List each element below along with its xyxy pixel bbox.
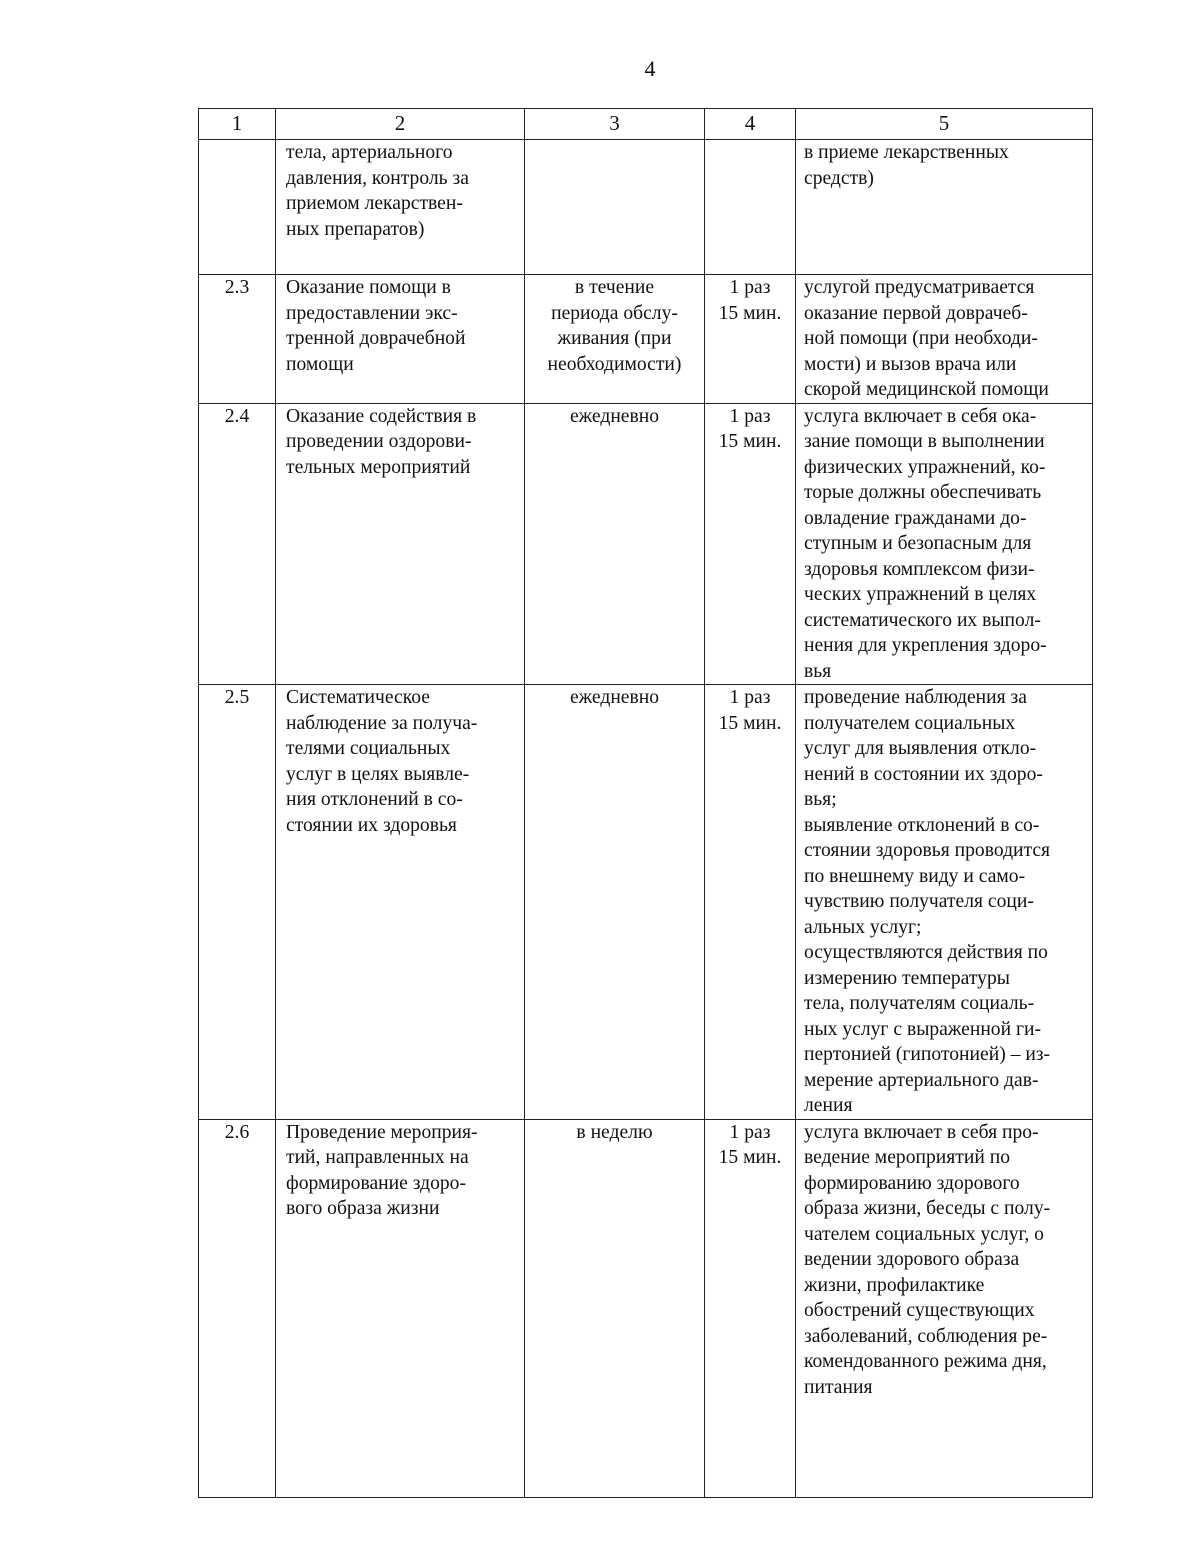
service-description-line: тела, получателям социаль- xyxy=(804,993,1035,1014)
service-description-line: здоровья комплексом физи- xyxy=(804,558,1035,580)
service-description-line: жизни, профилактике xyxy=(804,1274,985,1296)
service-frequency-line: 15 мин. xyxy=(718,712,782,734)
service-description-line: ческих упражнений в целях xyxy=(804,584,1037,605)
service-description-line: формированию здорового xyxy=(804,1172,1020,1194)
table-row xyxy=(199,275,1093,404)
service-frequency-cell xyxy=(705,685,796,1120)
service-period-line: ежедневно xyxy=(569,687,660,708)
service-description-line: питания xyxy=(804,1376,873,1398)
service-frequency-line: 1 раз xyxy=(729,405,771,427)
service-description-cell xyxy=(796,1119,1093,1497)
service-name-line: Оказание помощи в xyxy=(286,277,451,298)
service-description-line: ных услуг с выраженной ги- xyxy=(804,1018,1042,1040)
table-header-row xyxy=(199,109,1093,140)
service-description-line: мерение артериального дав- xyxy=(804,1069,1039,1091)
service-name-line: Проведение мероприя- xyxy=(286,1121,478,1143)
service-name-line: стоянии их здоровья xyxy=(286,814,457,836)
service-name-line: формирование здоро- xyxy=(286,1172,466,1194)
service-number-cell xyxy=(199,140,276,275)
service-period-line: периода обслу- xyxy=(551,302,678,324)
service-frequency-line: 1 раз xyxy=(729,277,771,298)
service-description-line: получателем социальных xyxy=(804,712,1016,734)
column-header: 5 xyxy=(796,109,1093,140)
service-description-line: осуществляются действия по xyxy=(804,942,1048,963)
service-name-cell xyxy=(276,403,525,685)
service-name-line: Систематическое xyxy=(286,687,431,708)
service-description-line: скорой медицинской помощи xyxy=(804,379,1049,400)
service-description-line: ступным и безопасным для xyxy=(804,533,1032,554)
service-period-cell xyxy=(525,275,705,404)
service-name-line: ных препаратов) xyxy=(286,218,425,240)
service-name-line: тренной доврачебной xyxy=(286,328,466,349)
services-table xyxy=(198,108,1093,1498)
service-number-cell xyxy=(199,403,276,685)
service-name-line: тела, артериального xyxy=(286,142,453,163)
service-period-line: в течение xyxy=(574,277,655,298)
service-description-line: услугой предусматривается xyxy=(804,277,1035,298)
service-description-line: мости) и вызов врача или xyxy=(804,353,1017,375)
column-header: 4 xyxy=(705,109,796,140)
service-description-line: чувствию получателя соци- xyxy=(804,891,1034,912)
service-description-line: ления xyxy=(804,1095,853,1116)
service-description-line: заболеваний, соблюдения ре- xyxy=(804,1325,1048,1347)
service-description-cell xyxy=(796,685,1093,1120)
service-description-cell xyxy=(796,140,1093,275)
service-period-line: необходимости) xyxy=(547,353,682,375)
service-frequency-line: 1 раз xyxy=(729,687,771,708)
service-description-line: ведение мероприятий по xyxy=(804,1147,1010,1168)
service-frequency-cell xyxy=(705,140,796,275)
service-frequency-line: 15 мин. xyxy=(718,431,782,452)
service-period-line: ежедневно xyxy=(569,405,660,427)
service-description-line: альных услуг; xyxy=(804,916,922,938)
column-header: 2 xyxy=(276,109,525,140)
service-number: 2.3 xyxy=(224,277,250,298)
service-name-line: телями социальных xyxy=(286,738,451,759)
service-description-line: оказание первой доврачеб- xyxy=(804,302,1028,324)
service-name-line: приемом лекарствен- xyxy=(286,193,463,214)
service-description-cell xyxy=(796,275,1093,404)
service-frequency-line: 15 мин. xyxy=(718,302,782,324)
service-description-line: физических упражнений, ко- xyxy=(804,456,1046,478)
service-description-line: услуга включает в себя про- xyxy=(804,1121,1039,1143)
service-number-cell xyxy=(199,275,276,404)
service-description-line: овладение гражданами до- xyxy=(804,507,1027,529)
service-period-line: живания (при xyxy=(557,328,672,349)
service-name-line: тельных мероприятий xyxy=(286,456,471,478)
service-period-cell xyxy=(525,403,705,685)
service-number: 2.4 xyxy=(224,405,250,427)
table-row xyxy=(199,1119,1093,1497)
service-name-cell xyxy=(276,140,525,275)
service-description-line: выявление отклонений в со- xyxy=(804,814,1040,836)
service-name-cell xyxy=(276,275,525,404)
service-name-cell xyxy=(276,685,525,1120)
service-frequency-cell xyxy=(705,275,796,404)
service-name-line: помощи xyxy=(286,353,354,375)
column-header: 3 xyxy=(525,109,705,140)
service-description-line: вья; xyxy=(804,789,837,810)
service-frequency-cell xyxy=(705,1119,796,1497)
service-period-cell xyxy=(525,140,705,275)
table-row xyxy=(199,685,1093,1120)
service-description-line: пертонией (гипотонией) – из- xyxy=(804,1044,1051,1065)
service-name-line: тий, направленных на xyxy=(286,1147,469,1168)
service-description-line: систематического их выпол- xyxy=(804,609,1041,631)
service-description-line: обострений существующих xyxy=(804,1300,1035,1321)
table-body xyxy=(199,140,1093,1498)
service-description-line: чателем социальных услуг, о xyxy=(804,1223,1044,1245)
service-period-line: в неделю xyxy=(576,1121,653,1143)
service-frequency-line: 1 раз xyxy=(729,1121,771,1143)
service-name-line: предоставлении экс- xyxy=(286,302,458,324)
service-name-line: ния отклонений в со- xyxy=(286,789,463,810)
service-number-cell xyxy=(199,685,276,1120)
service-description-line: ведении здорового образа xyxy=(804,1249,1020,1270)
service-description-line: в приеме лекарственных xyxy=(804,142,1009,163)
service-name-line: Оказание содействия в xyxy=(286,405,477,427)
service-number: 2.6 xyxy=(224,1121,250,1143)
service-description-line: вья xyxy=(804,660,832,682)
service-description-line: стоянии здоровья проводится xyxy=(804,840,1051,861)
column-header: 1 xyxy=(199,109,276,140)
service-description-line: по внешнему виду и само- xyxy=(804,865,1026,887)
service-name-line: вого образа жизни xyxy=(286,1198,440,1219)
service-name-line: наблюдение за получа- xyxy=(286,712,478,734)
page-number: 4 xyxy=(644,56,656,81)
service-description-line: услуга включает в себя ока- xyxy=(804,405,1037,427)
service-number: 2.5 xyxy=(224,687,250,708)
service-number-cell xyxy=(199,1119,276,1497)
service-name-cell xyxy=(276,1119,525,1497)
service-description-cell xyxy=(796,403,1093,685)
service-description-line: услуг для выявления откло- xyxy=(804,738,1037,759)
service-name-line: проведении оздорови- xyxy=(286,431,472,452)
service-description-line: проведение наблюдения за xyxy=(804,687,1027,708)
service-name-line: услуг в целях выявле- xyxy=(286,763,470,785)
service-description-line: средств) xyxy=(804,167,874,189)
service-description-line: образа жизни, беседы с полу- xyxy=(804,1198,1051,1219)
service-name-line: давления, контроль за xyxy=(286,167,469,189)
table-row xyxy=(199,140,1093,275)
service-frequency-line: 15 мин. xyxy=(718,1147,782,1168)
service-frequency-cell xyxy=(705,403,796,685)
service-description-line: нений в состоянии их здоро- xyxy=(804,763,1043,785)
service-description-line: нения для укрепления здоро- xyxy=(804,635,1047,656)
service-description-line: измерению температуры xyxy=(804,967,1010,989)
service-period-cell xyxy=(525,1119,705,1497)
service-description-line: комендованного режима дня, xyxy=(804,1351,1047,1372)
service-description-line: зание помощи в выполнении xyxy=(804,431,1045,452)
service-description-line: торые должны обеспечивать xyxy=(804,482,1042,503)
service-period-cell xyxy=(525,685,705,1120)
table-row xyxy=(199,403,1093,685)
service-description-line: ной помощи (при необходи- xyxy=(804,328,1038,349)
